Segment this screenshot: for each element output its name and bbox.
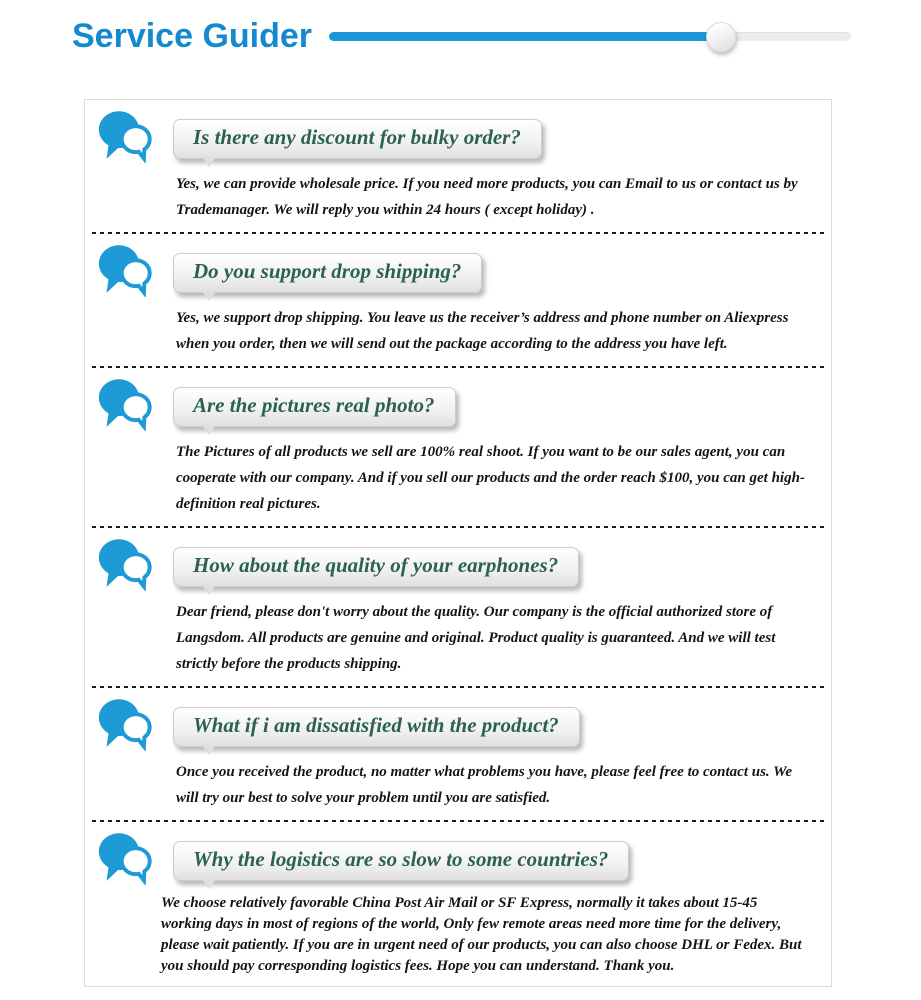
chat-bubbles-icon [97, 109, 153, 163]
faq-section [85, 528, 831, 686]
question-bubble [173, 707, 580, 747]
question-bubble [173, 387, 456, 427]
question-row [97, 375, 819, 431]
answer-text: We choose relatively favorable China Post Air Mail or SF Express, normally it takes about 15-45 working days in most of regions of the world, Only few remote areas need more time for the delivery, please wait patiently. If you are in urgent need of our products, you can also choose DHL or Fedex. But you should pay corresponding logistics fees. Hope you can understand. Thank you. [161, 895, 802, 974]
question-row [97, 695, 819, 751]
faq-section [85, 688, 831, 820]
question-row [97, 535, 819, 591]
chat-bubbles-icon [97, 377, 153, 431]
question-label: Why the logistics are so slow to some countries? [193, 847, 609, 871]
slider-handle[interactable] [706, 22, 736, 52]
chat-bubbles-icon [97, 243, 153, 297]
page-title: Service Guider [72, 17, 313, 55]
answer-text: Yes, we can provide wholesale price. If you need more products, you can Email to us or contact us by Trademanager. We will reply you within 24 hours ( except holiday) . [176, 176, 798, 218]
question-label: How about the quality of your earphones? [193, 553, 559, 577]
chat-bubbles-icon [97, 697, 153, 751]
faq-section [85, 822, 831, 986]
answer-text: Yes, we support drop shipping. You leave us the receiver’s address and phone number on Aliexpress when you order, then we will send out the package according to the address you have left. [176, 310, 789, 352]
slider-track-remaining [719, 32, 851, 41]
question-label: Do you support drop shipping? [193, 259, 462, 283]
slider-track-filled [329, 32, 721, 41]
header-slider[interactable] [329, 21, 853, 51]
question-label: What if i am dissatisfied with the product? [193, 713, 559, 737]
question-row [97, 829, 819, 885]
faq-section [85, 368, 831, 526]
question-bubble [173, 547, 579, 587]
question-row [97, 107, 819, 163]
question-bubble [173, 119, 542, 159]
question-label: Is there any discount for bulky order? [193, 125, 521, 149]
chat-bubbles-icon [97, 831, 153, 885]
faq-section [85, 234, 831, 366]
question-bubble [173, 253, 482, 293]
faq-panel [84, 99, 832, 987]
page-header [0, 0, 921, 58]
question-bubble [173, 841, 629, 881]
answer-text: Once you received the product, no matter what problems you have, please feel free to contact us. We will try our best to solve your problem until you are satisfied. [176, 764, 793, 806]
question-row [97, 241, 819, 297]
question-label: Are the pictures real photo? [193, 393, 435, 417]
answer-text: The Pictures of all products we sell are 100% real shoot. If you want to be our sales agent, you can cooperate with our company. And if you sell our products and the order reach $100, you can get high-definition real pictures. [176, 444, 805, 512]
answer-text: Dear friend, please don't worry about the quality. Our company is the official authorized store of Langsdom. All products are genuine and original. Product quality is guaranteed. And we will test strictly before the products shipping. [176, 604, 776, 672]
faq-section [85, 100, 831, 232]
chat-bubbles-icon [97, 537, 153, 591]
